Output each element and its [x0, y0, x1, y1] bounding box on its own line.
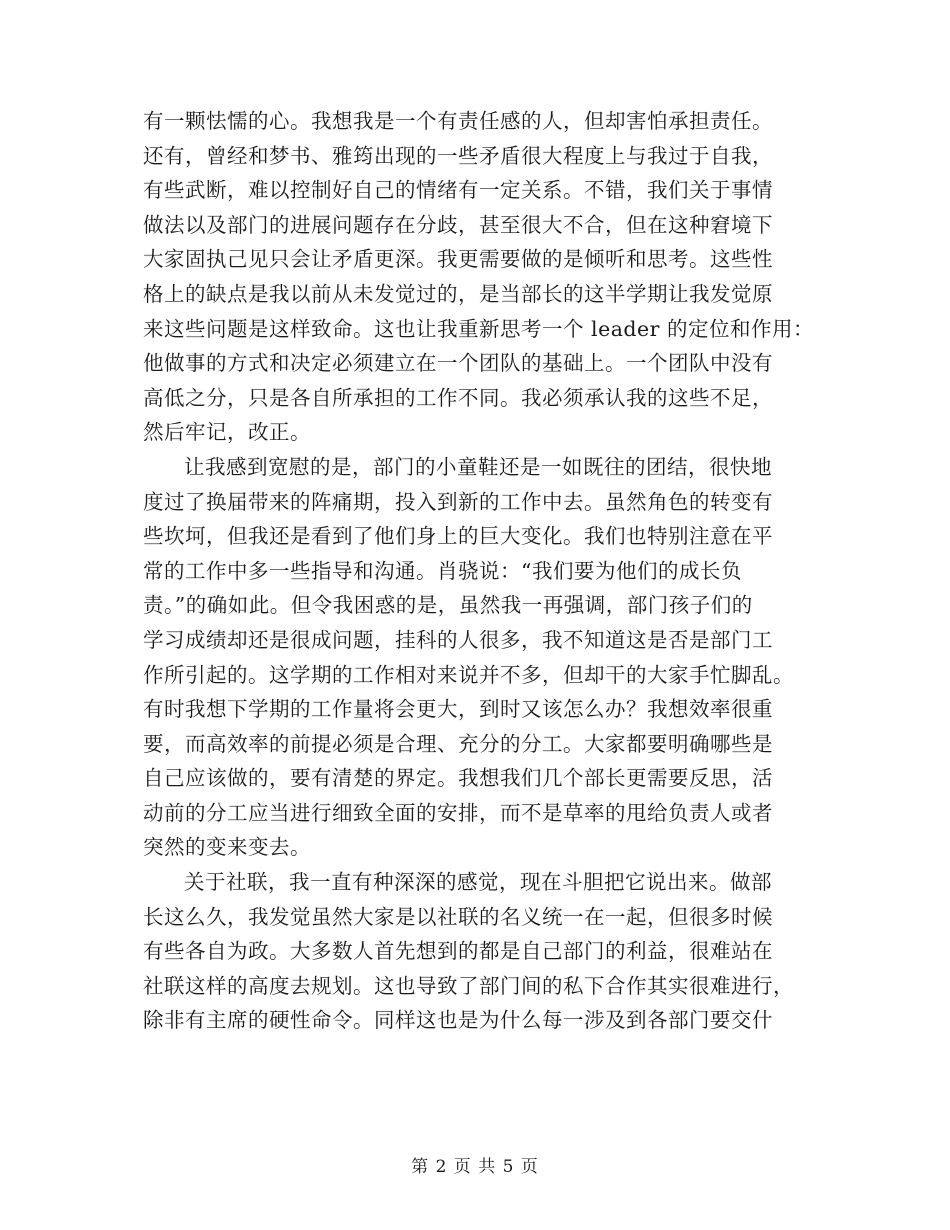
text-line: 格上的缺点是我以前从未发觉过的，是当部长的这半学期让我发觉原 [143, 281, 773, 306]
text-line: 来这些问题是这样致命。这也让我重新思考一个 leader 的定位和作用： [143, 316, 814, 341]
body-text [143, 104, 813, 1038]
text-line: 学习成绩却还是很成问题，挂科的人很多，我不知道这是否是部门工 [143, 627, 773, 652]
text-line: 有些武断，难以控制好自己的情绪有一定关系。不错，我们关于事情 [143, 178, 773, 203]
text-line: 大家固执己见只会让矛盾更深。我更需要做的是倾听和思考。这些性 [143, 247, 773, 272]
text-line: 长这么久，我发觉虽然大家是以社联的名义统一在一起，但很多时候 [143, 904, 773, 929]
text-line: 让我感到宽慰的是，部门的小童鞋还是一如既往的团结，很快地 [184, 454, 772, 479]
text-line: 突然的变来变去。 [143, 835, 311, 860]
text-line: 些坎坷，但我还是看到了他们身上的巨大变化。我们也特别注意在平 [143, 524, 773, 549]
text-line: 除非有主席的硬性命令。同样这也是为什么每一涉及到各部门要交什 [143, 1008, 773, 1033]
text-line: 要，而高效率的前提必须是合理、充分的分工。大家都要明确哪些是 [143, 731, 773, 756]
text-line: 自己应该做的，要有清楚的界定。我想我们几个部长更需要反思，活 [143, 766, 773, 791]
text-line: 社联这样的高度去规划。这也导致了部门间的私下合作其实很难进行， [143, 973, 794, 998]
text-line: 他做事的方式和决定必须建立在一个团队的基础上。一个团队中没有 [143, 351, 773, 376]
text-line: 动前的分工应当进行细致全面的安排，而不是草率的甩给负责人或者 [143, 800, 773, 825]
text-line: 高低之分，只是各自所承担的工作不同。我必须承认我的这些不足， [143, 385, 773, 410]
text-line: 关于社联，我一直有种深深的感觉，现在斗胆把它说出来。做部 [184, 870, 772, 895]
text-line: 然后牢记，改正。 [143, 420, 311, 445]
text-line: 度过了换届带来的阵痛期，投入到新的工作中去。虽然角色的转变有 [143, 489, 773, 514]
text-line: 有些各自为政。大多数人首先想到的都是自己部门的利益，很难站在 [143, 939, 773, 964]
page-number-footer: 第 2 页 共 5 页 [411, 1157, 539, 1177]
text-line: 做法以及部门的进展问题存在分歧，甚至很大不合，但在这种窘境下 [143, 212, 773, 237]
text-line: 还有，曾经和梦书、雅筠出现的一些矛盾很大程度上与我过于自我， [143, 143, 773, 168]
text-line: 责。”的确如此。但令我困惑的是，虽然我一再强调，部门孩子们的 [143, 593, 753, 618]
text-line: 作所引起的。这学期的工作相对来说并不多，但却干的大家手忙脚乱。 [143, 662, 794, 687]
text-line: 有一颗怯懦的心。我想我是一个有责任感的人，但却害怕承担责任。 [143, 109, 773, 133]
text-line: 有时我想下学期的工作量将会更大，到时又该怎么办？我想效率很重 [143, 697, 773, 722]
text-line: 常的工作中多一些指导和沟通。肖骁说：“我们要为他们的成长负 [143, 558, 742, 583]
